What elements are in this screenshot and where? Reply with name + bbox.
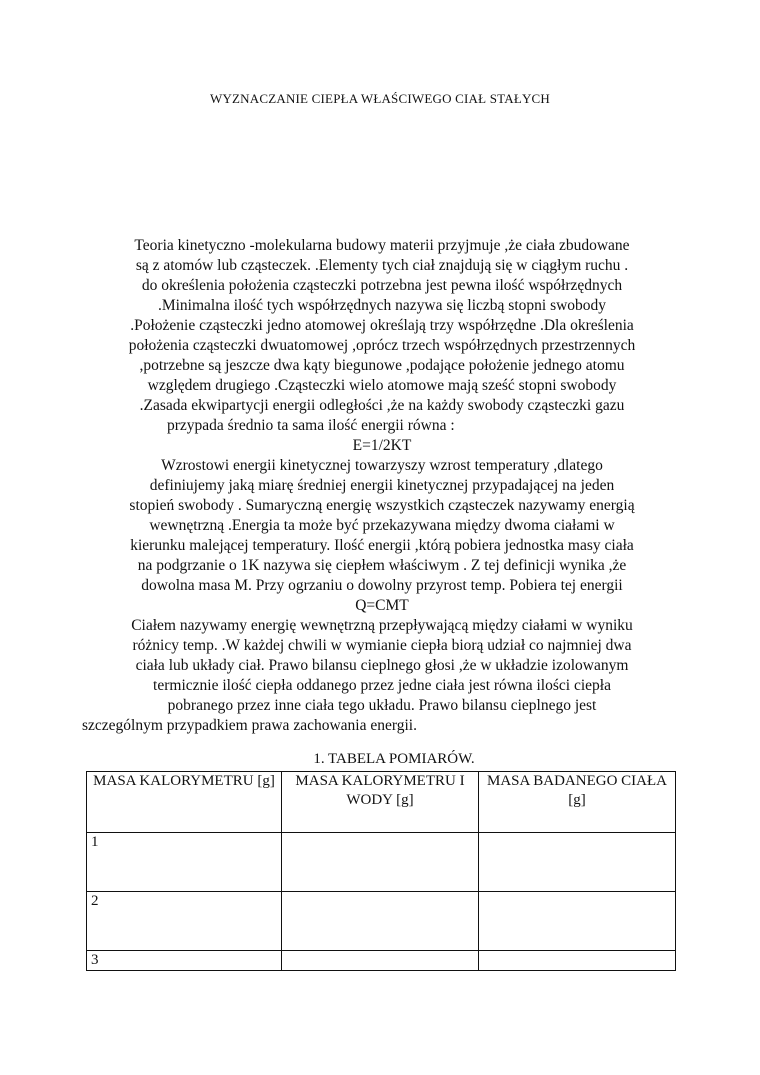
text-line: położenia cząsteczki dwuatomowej ,oprócz trzech współrzędnych przestrzennych — [128, 337, 636, 354]
table-row — [87, 833, 676, 892]
table-cell — [282, 892, 479, 951]
table-cell — [479, 892, 676, 951]
table-caption: 1. TABELA POMIARÓW. — [313, 751, 475, 767]
header-sample-mass: MASA BADANEGO CIAŁA [g] — [479, 772, 676, 833]
text-line: Ciałem nazywamy energię wewnętrzną przepływającą między ciałami w wyniku — [131, 617, 633, 634]
table-cell — [282, 833, 479, 892]
table-row — [87, 951, 676, 971]
formula-energy: E=1/2KT — [352, 437, 412, 454]
table-cell — [479, 833, 676, 892]
text-line: szczególnym przypadkiem prawa zachowania energii. — [82, 717, 417, 734]
row-number: 2 — [87, 892, 282, 951]
text-line: różnicy temp. .W każdej chwili w wymianie ciepła biorą udział co najmniej dwa — [132, 637, 632, 654]
text-line: definiujemy jaką miarę średniej energii kinetycznej przypadającej na jeden — [149, 477, 615, 494]
document-body — [82, 236, 682, 736]
text-line: Wzrostowi energii kinetycznej towarzyszy wzrost temperatury ,dlatego — [161, 457, 603, 474]
text-line: dowolna masa M. Przy ogrzaniu o dowolny przyrost temp. Pobiera tej energii — [141, 577, 623, 594]
table-row — [87, 892, 676, 951]
document-title: WYZNACZANIE CIEPŁA WŁAŚCIWEGO CIAŁ STAŁYCH — [209, 91, 551, 106]
text-line: termicznie ilość ciepła oddanego przez jedne ciała jest równa ilości ciepła — [153, 677, 611, 694]
table-header-row — [87, 772, 676, 833]
text-line: .Położenie cząsteczki jedno atomowej określają trzy współrzędne .Dla określenia — [130, 317, 634, 334]
table-cell — [282, 951, 479, 971]
text-line: wewnętrzną .Energia ta może być przekazywana między dwoma ciałami w — [149, 517, 615, 534]
table-cell — [479, 951, 676, 971]
row-number: 3 — [87, 951, 282, 971]
header-calorimeter-mass: MASA KALORYMETRU [g] — [87, 772, 282, 833]
row-number: 1 — [87, 833, 282, 892]
measurement-table — [86, 771, 676, 971]
text-line: względem drugiego .Cząsteczki wielo atomowe mają sześć stopni swobody — [147, 377, 617, 394]
text-line: przypada średnio ta sama ilość energii równa : — [167, 417, 455, 434]
formula-heat: Q=CMT — [355, 597, 409, 614]
text-line: stopień swobody . Sumaryczną energię wszystkich cząsteczek nazywamy energią — [129, 497, 635, 514]
text-line: .Zasada ekwipartycji energii odległości ,że na każdy swobody cząsteczki gazu — [139, 397, 625, 414]
text-line: do określenia położenia cząsteczki potrzebna jest pewna ilość współrzędnych — [141, 277, 623, 294]
text-line: ,potrzebne są jeszcze dwa kąty biegunowe ,podające położenie jednego atomu — [139, 357, 625, 374]
text-line: są z atomów lub cząsteczek. .Elementy tych ciał znajdują się w ciągłym ruchu . — [135, 257, 629, 274]
text-line: Teoria kinetyczno -molekularna budowy materii przyjmuje ,że ciała zbudowane — [134, 237, 630, 254]
text-line: pobranego przez inne ciała tego układu. Prawo bilansu cieplnego jest — [167, 697, 597, 714]
header-calorimeter-water-mass: MASA KALORYMETRU I WODY [g] — [282, 772, 479, 833]
text-line: kierunku malejącej temperatury. Ilość energii ,którą pobiera jednostka masy ciała — [130, 537, 634, 554]
text-line: na podgrzanie o 1K nazywa się ciepłem właściwym . Z tej definicji wynika ,że — [137, 557, 627, 574]
text-line: ciała lub układy ciał. Prawo bilansu cieplnego głosi ,że w układzie izolowanym — [135, 657, 629, 674]
text-line: .Minimalna ilość tych współrzędnych nazywa się liczbą stopni swobody — [157, 297, 607, 314]
